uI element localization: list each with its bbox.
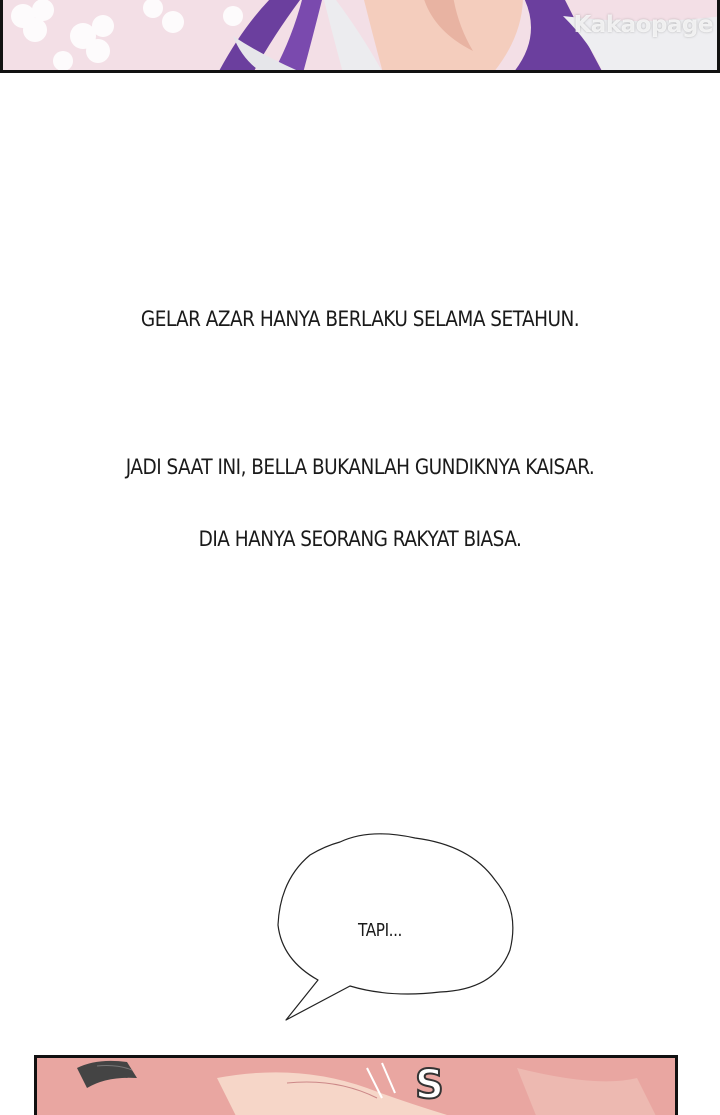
kakaopage-watermark: Kakaopage	[573, 12, 713, 38]
panel-bottom-artwork	[37, 1058, 678, 1115]
sound-effect-letter: S	[415, 1062, 444, 1108]
narration-text-2: JADI SAAT INI, BELLA BUKANLAH GUNDIKNYA KAISAR.	[125, 455, 595, 479]
comic-panel-bottom	[34, 1055, 678, 1115]
comic-panel-top	[0, 0, 720, 73]
speech-bubble-text: TAPI...	[358, 920, 402, 941]
narration-text-1: GELAR AZAR HANYA BERLAKU SELAMA SETAHUN.	[140, 307, 580, 331]
narration-text-3: DIA HANYA SEORANG RAKYAT BIASA.	[198, 527, 522, 551]
